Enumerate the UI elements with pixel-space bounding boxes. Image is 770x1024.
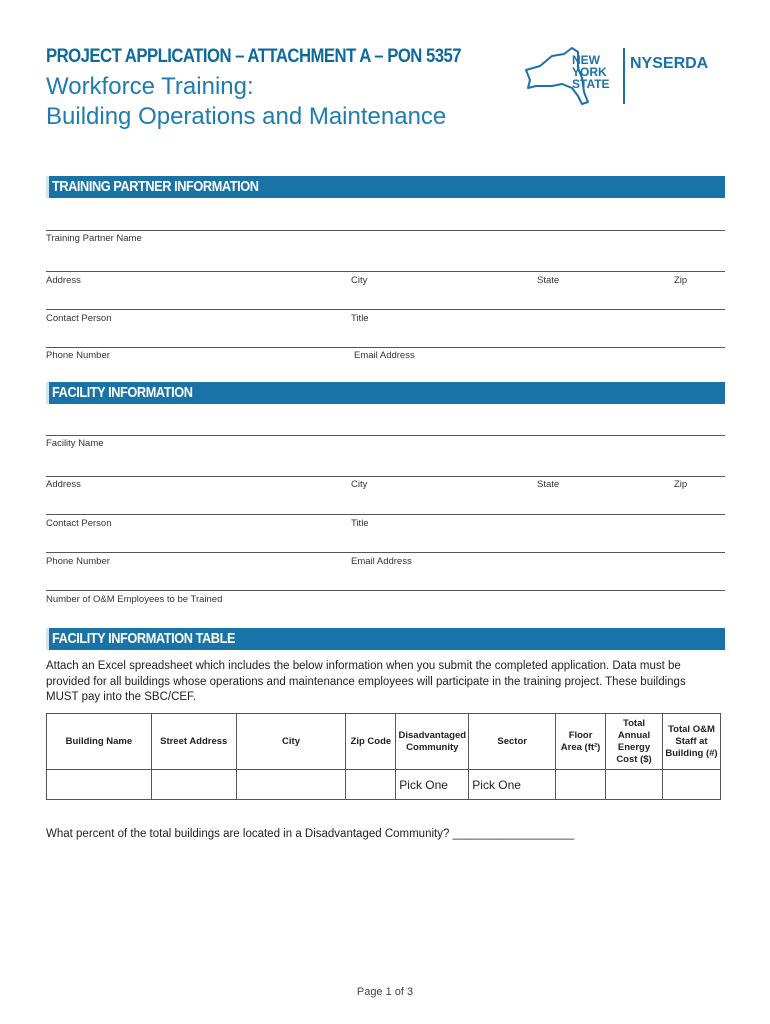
page-title-line1: Workforce Training:	[46, 73, 254, 100]
building-name-cell[interactable]	[47, 770, 152, 800]
facility-contact-field[interactable]	[46, 514, 725, 515]
street-address-cell[interactable]	[151, 770, 236, 800]
column-header: Sector	[469, 714, 556, 770]
facility-phone-label: Phone Number	[46, 556, 110, 567]
facility-title-label: Title	[351, 518, 369, 529]
column-header: Street Address	[151, 714, 236, 770]
column-header: Disadvantaged Community	[396, 714, 469, 770]
logo-state-line1: NEW	[572, 53, 600, 67]
column-header: Zip Code	[346, 714, 396, 770]
training-partner-address-field[interactable]	[46, 271, 725, 272]
facility-contact-label: Contact Person	[46, 518, 112, 529]
column-header: Total O&M Staff at Building (#)	[662, 714, 720, 770]
section-header-facility-table	[46, 628, 725, 650]
facility-address-label: Address	[46, 479, 81, 490]
training-partner-address-label: Address	[46, 275, 81, 286]
nyserda-logo	[522, 44, 732, 106]
column-header: Total Annual Energy Cost ($)	[606, 714, 663, 770]
facility-phone-field[interactable]	[46, 552, 725, 553]
city-cell[interactable]	[236, 770, 346, 800]
training-partner-name-label: Training Partner Name	[46, 233, 142, 244]
facility-email-label: Email Address	[351, 556, 412, 567]
logo-state-line3: STATE	[572, 77, 610, 91]
page-number: Page 1 of 3	[356, 986, 414, 998]
facility-zip-label: Zip	[674, 479, 688, 490]
section-title: TRAINING PARTNER INFORMATION	[52, 178, 259, 195]
training-partner-zip-label: Zip	[674, 275, 688, 286]
training-partner-email-label: Email Address	[354, 350, 415, 361]
facility-information-table	[46, 713, 721, 800]
facility-name-field[interactable]	[46, 435, 725, 436]
facility-city-label: City	[351, 479, 368, 490]
facility-name-label: Facility Name	[46, 438, 104, 449]
facility-table-instructions: Attach an Excel spreadsheet which includes the below information when you submit the completed application. Data must be provided for all buildings whose operations and maintenance employees will participate in the training project. These buildings MUST pay into the SBC/CEF.	[46, 660, 686, 703]
om-staff-cell[interactable]	[662, 770, 720, 800]
training-partner-contact-label: Contact Person	[46, 313, 112, 324]
section-header-training-partner	[46, 176, 725, 198]
training-partner-city-label: City	[351, 275, 368, 286]
training-partner-contact-field[interactable]	[46, 309, 725, 310]
section-title: FACILITY INFORMATION	[52, 384, 193, 401]
training-partner-name-field[interactable]	[46, 230, 725, 231]
training-partner-phone-label: Phone Number	[46, 350, 110, 361]
logo-state-line2: YORK	[572, 65, 607, 79]
table-header-row	[47, 714, 721, 770]
training-partner-state-label: State	[537, 275, 560, 286]
facility-state-label: State	[537, 479, 560, 490]
zip-code-cell[interactable]	[346, 770, 396, 800]
training-partner-phone-field[interactable]	[46, 347, 725, 348]
facility-employees-field[interactable]	[46, 590, 725, 591]
column-header: Building Name	[47, 714, 152, 770]
floor-area-cell[interactable]	[556, 770, 606, 800]
facility-employees-label: Number of O&M Employees to be Trained	[46, 594, 223, 605]
facility-address-field[interactable]	[46, 476, 725, 477]
form-kicker: PROJECT APPLICATION – ATTACHMENT A – PON 5357	[46, 46, 462, 67]
logo-agency: NYSERDA	[630, 55, 709, 72]
disadvantaged-percent-question[interactable]: What percent of the total buildings are located in a Disadvantaged Community? ___________________	[46, 828, 575, 840]
training-partner-title-label: Title	[351, 313, 369, 324]
column-header: Floor Area (ft²)	[556, 714, 606, 770]
column-header: City	[236, 714, 346, 770]
sector-select[interactable]: Pick One	[469, 770, 556, 800]
section-title: FACILITY INFORMATION TABLE	[52, 630, 236, 647]
page-title-line2: Building Operations and Maintenance	[46, 103, 447, 130]
table-row	[47, 770, 721, 800]
section-header-facility	[46, 382, 725, 404]
energy-cost-cell[interactable]	[606, 770, 663, 800]
disadvantaged-community-select[interactable]: Pick One	[396, 770, 469, 800]
